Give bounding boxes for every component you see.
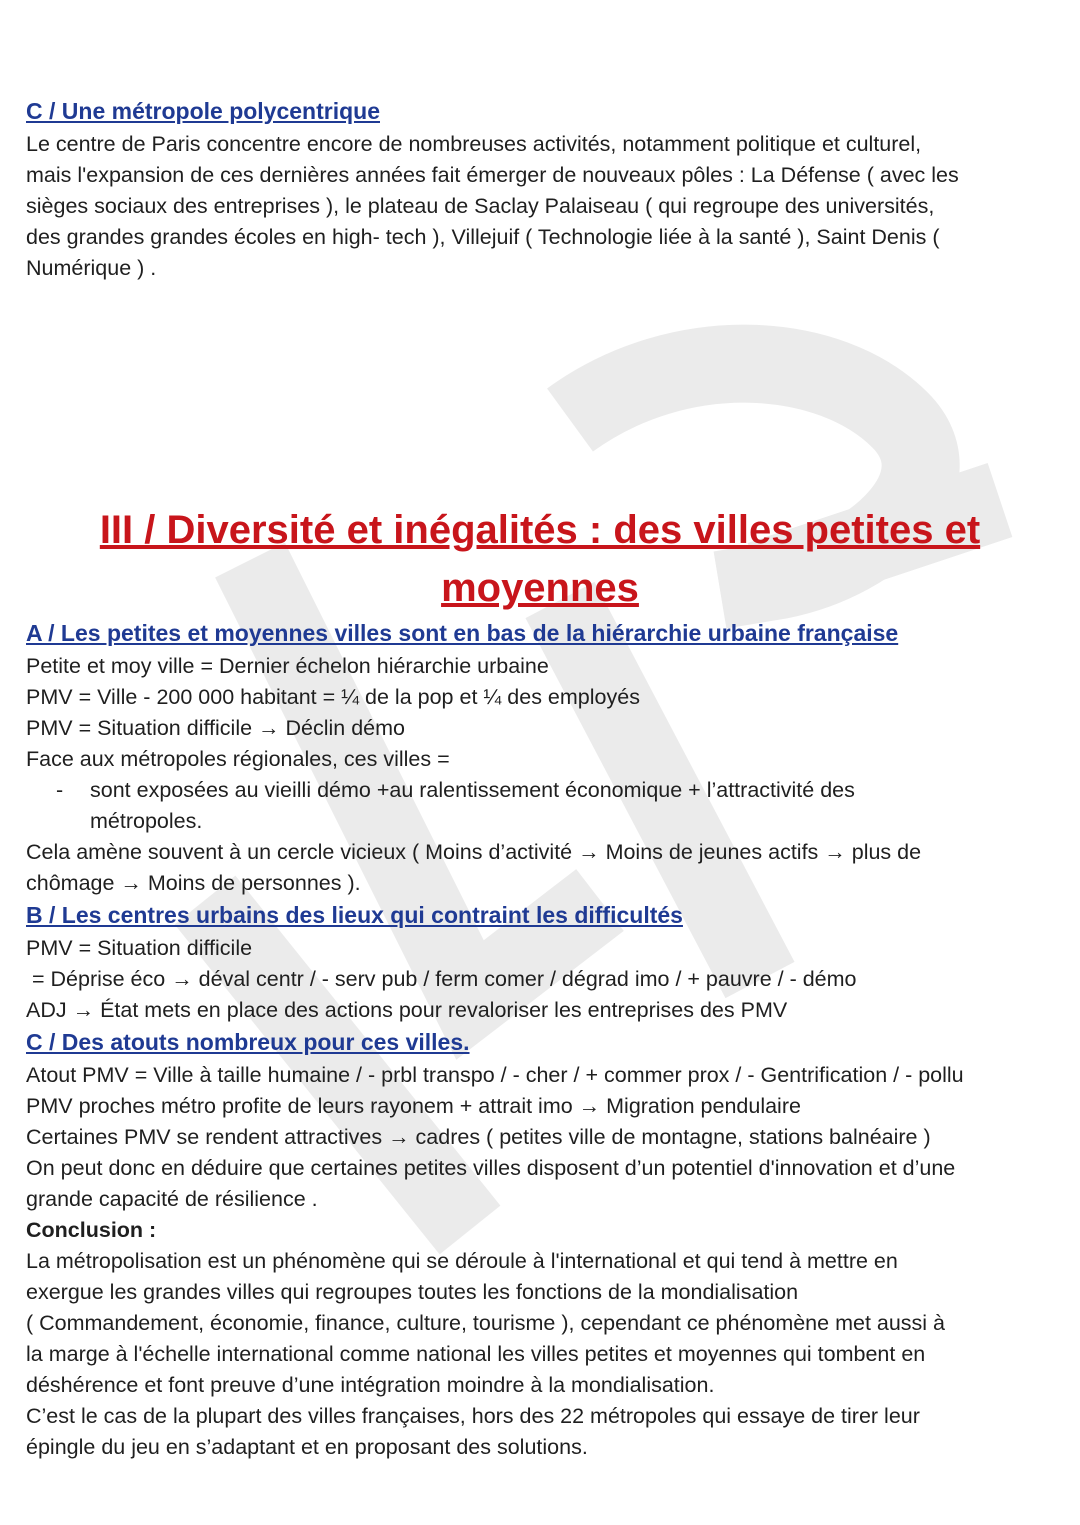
paragraph-line: Petite et moy ville = Dernier échelon hiérarchie urbaine — [26, 654, 549, 678]
part-title-line1: III / Diversité et inégalités : des villes petites et — [99, 508, 981, 552]
paragraph-line: des grandes grandes écoles en high- tech ), Villejuif ( Technologie liée à la santé ), Saint Denis ( — [26, 225, 940, 249]
paragraph-line: Atout PMV = Ville à taille humaine / - prbl transpo / - cher / + commer prox / - Gentrification / - pollu — [26, 1063, 964, 1087]
paragraph-line: ( Commandement, économie, finance, culture, tourisme ), cependant ce phénomène met aussi à — [26, 1311, 946, 1335]
paragraph-line: déshérence et font preuve d’une intégration moindre à la mondialisation. — [26, 1373, 715, 1397]
paragraph-line: mais l'expansion de ces dernières années fait émerger de nouveaux pôles : La Défense ( avec les — [26, 163, 959, 187]
paragraph-line: chômage → Moins de personnes ). — [26, 871, 361, 895]
conclusion-label: Conclusion : — [26, 1218, 157, 1242]
paragraph-line: exergue les grandes villes qui regroupes toutes les fonctions de la mondialisation — [26, 1280, 799, 1304]
paragraph-line: C’est le cas de la plupart des villes françaises, hors des 22 métropoles qui essaye de tirer leur — [26, 1404, 920, 1428]
paragraph-line: Certaines PMV se rendent attractives → cadres ( petites ville de montagne, stations balnéaire ) — [26, 1125, 931, 1149]
paragraph-line: la marge à l'échelle international comme national les villes petites et moyennes qui tombent en — [26, 1342, 926, 1366]
paragraph-line: sièges sociaux des entreprises ), le plateau de Saclay Palaiseau ( qui regroupe des universités, — [26, 194, 935, 218]
paragraph-line: La métropolisation est un phénomène qui se déroule à l'international et qui tend à mettre en — [26, 1249, 898, 1273]
paragraph-line: PMV = Situation difficile → Déclin démo — [26, 716, 406, 740]
section-a-heading: A / Les petites et moyennes villes sont en bas de la hiérarchie urbaine française — [26, 620, 899, 646]
section-c2-heading: C / Des atouts nombreux pour ces villes. — [26, 1029, 470, 1055]
paragraph-line: épingle du jeu en s’adaptant et en proposant des solutions. — [26, 1435, 588, 1459]
paragraph-line: PMV = Situation difficile — [26, 936, 253, 960]
paragraph-line: Numérique ) . — [26, 256, 157, 280]
paragraph-line: grande capacité de résilience . — [26, 1187, 318, 1211]
part-title-line2: moyennes — [441, 566, 639, 610]
paragraph-line: PMV proches métro profite de leurs rayonem + attrait imo → Migration pendulaire — [26, 1094, 801, 1118]
paragraph-line: PMV = Ville - 200 000 habitant = ¼ de la pop et ¼ des employés — [26, 685, 640, 709]
paragraph-line: = Déprise éco → déval centr / - serv pub / ferm comer / dégrad imo / + pauvre / - démo — [26, 967, 857, 991]
paragraph-line: Cela amène souvent à un cercle vicieux ( Moins d’activité → Moins de jeunes actifs → plus de — [26, 840, 922, 864]
paragraph-line: Le centre de Paris concentre encore de nombreuses activités, notamment politique et culturel, — [26, 132, 922, 156]
bullet-line: métropoles. — [90, 809, 203, 833]
paragraph-line: On peut donc en déduire que certaines petites villes disposent d’un potentiel d'innovation et d’une — [26, 1156, 956, 1180]
bullet-line: sont exposées au vieilli démo +au ralentissement économique + l’attractivité des — [90, 778, 855, 802]
section-c1-heading: C / Une métropole polycentrique — [26, 98, 380, 124]
paragraph-line: ADJ → État mets en place des actions pour revaloriser les entreprises des PMV — [26, 998, 788, 1022]
paragraph-line: Face aux métropoles régionales, ces villes = — [26, 747, 450, 771]
section-b-heading: B / Les centres urbains des lieux qui contraint les difficultés — [26, 902, 683, 928]
bullet-dash: - — [56, 778, 64, 802]
